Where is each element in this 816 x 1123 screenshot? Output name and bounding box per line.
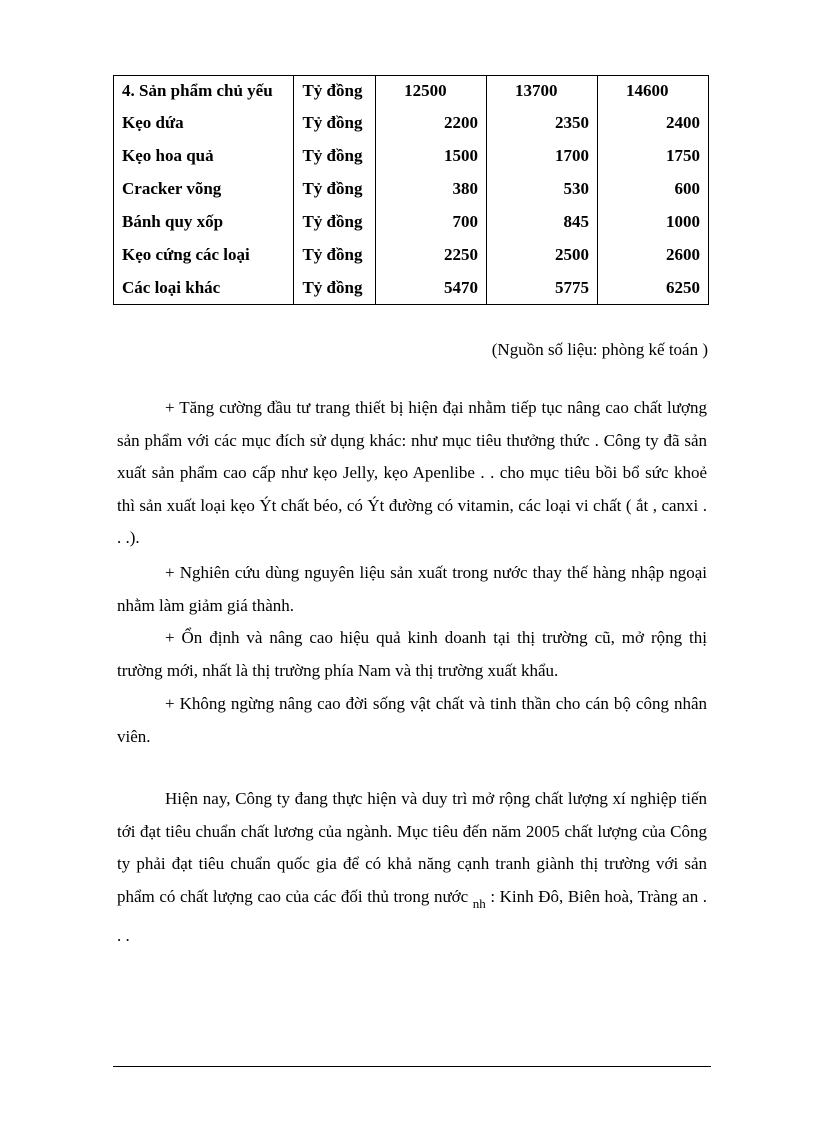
value-year-2: 845 bbox=[487, 205, 598, 238]
subscript-text: nh bbox=[472, 895, 486, 911]
table-row bbox=[114, 205, 709, 238]
table-row bbox=[114, 238, 709, 271]
value-year-1: 700 bbox=[376, 205, 487, 238]
value-year-2: 2500 bbox=[487, 238, 598, 271]
product-name: Các loại khác bbox=[114, 271, 294, 305]
paragraph-quality-goal bbox=[117, 783, 707, 953]
value-year-1: 2200 bbox=[376, 106, 487, 139]
value-year-2: 1700 bbox=[487, 139, 598, 172]
value-year-2: 13700 bbox=[487, 76, 598, 107]
value-year-3: 1000 bbox=[598, 205, 709, 238]
value-year-1: 2250 bbox=[376, 238, 487, 271]
product-name: 4. Sản phẩm chủ yếu bbox=[114, 76, 294, 107]
table-row bbox=[114, 271, 709, 305]
product-unit: Tỷ đồng bbox=[294, 76, 376, 107]
value-year-2: 2350 bbox=[487, 106, 598, 139]
table-row bbox=[114, 76, 709, 107]
paragraph-stabilize bbox=[117, 622, 707, 687]
product-unit: Tỷ đồng bbox=[294, 205, 376, 238]
value-year-1: 12500 bbox=[376, 76, 487, 107]
product-name: Kẹo dứa bbox=[114, 106, 294, 139]
value-year-2: 5775 bbox=[487, 271, 598, 305]
paragraph-text: Hiện nay, Công ty đang thực hiện và duy trì mở rộng chất lượng xí nghiệp tiến tới đạt tiêu chuẩn chất lương của ngành. Mục tiêu đến năm 2005 chất lượng của Công ty phải đạt tiêu chuẩn quốc gia để có khả năng cạnh tranh giành thị trường với sản phẩm có chất lượng cao của các đối thủ trong nước bbox=[117, 789, 707, 906]
table-row bbox=[114, 172, 709, 205]
value-year-3: 14600 bbox=[598, 76, 709, 107]
paragraph-text: + Không ngừng nâng cao đời sống vật chất và tinh thần cho cán bộ công nhân viên. bbox=[117, 694, 707, 746]
paragraph-research bbox=[117, 557, 707, 622]
product-name: Bánh quy xốp bbox=[114, 205, 294, 238]
paragraph-investment bbox=[117, 392, 707, 555]
product-unit: Tỷ đồng bbox=[294, 106, 376, 139]
value-year-3: 2600 bbox=[598, 238, 709, 271]
value-year-2: 530 bbox=[487, 172, 598, 205]
value-year-1: 380 bbox=[376, 172, 487, 205]
paragraph-text: + Tăng cường đầu tư trang thiết bị hiện đại nhằm tiếp tục nâng cao chất lượng sản phẩm với các mục đích sử dụng khác: như mục tiêu thưởng thức . Công ty đã sản xuất sản phẩm cao cấp như kẹo Jelly, kẹo Apenlibe . . cho mục tiêu bồi bổ sức khoẻ thì sản xuất loại kẹo Ýt chất béo, có Ýt đường có vitamin, các loại vi chất ( ắt , canxi . . .). bbox=[117, 398, 707, 547]
table-row bbox=[114, 106, 709, 139]
product-unit: Tỷ đồng bbox=[294, 172, 376, 205]
product-name: Cracker võng bbox=[114, 172, 294, 205]
product-unit: Tỷ đồng bbox=[294, 271, 376, 305]
value-year-1: 1500 bbox=[376, 139, 487, 172]
product-name: Kẹo cứng các loại bbox=[114, 238, 294, 271]
source-note: (Nguồn số liệu: phòng kế toán ) bbox=[491, 340, 708, 359]
table-row bbox=[114, 139, 709, 172]
product-table-body bbox=[114, 76, 709, 305]
paragraph-staff-welfare bbox=[117, 688, 707, 753]
paragraph-text-end: : Kinh Đô, Biên hoà, Tràng an . . . bbox=[117, 886, 708, 945]
paragraph-text: + Nghiên cứu dùng nguyên liệu sản xuất trong nước thay thế hàng nhập ngoại nhằm làm giảm giá thành. bbox=[117, 563, 707, 615]
value-year-1: 5470 bbox=[376, 271, 487, 305]
value-year-3: 600 bbox=[598, 172, 709, 205]
value-year-3: 2400 bbox=[598, 106, 709, 139]
paragraph-text: + Ổn định và nâng cao hiệu quả kinh doanh tại thị trường cũ, mở rộng thị trường mới, nhất là thị trường phía Nam và thị trường xuất khẩu. bbox=[117, 628, 707, 680]
value-year-3: 1750 bbox=[598, 139, 709, 172]
value-year-3: 6250 bbox=[598, 271, 709, 305]
footer-divider bbox=[113, 1066, 711, 1067]
product-unit: Tỷ đồng bbox=[294, 238, 376, 271]
product-unit: Tỷ đồng bbox=[294, 139, 376, 172]
product-name: Kẹo hoa quả bbox=[114, 139, 294, 172]
product-table bbox=[113, 75, 709, 305]
